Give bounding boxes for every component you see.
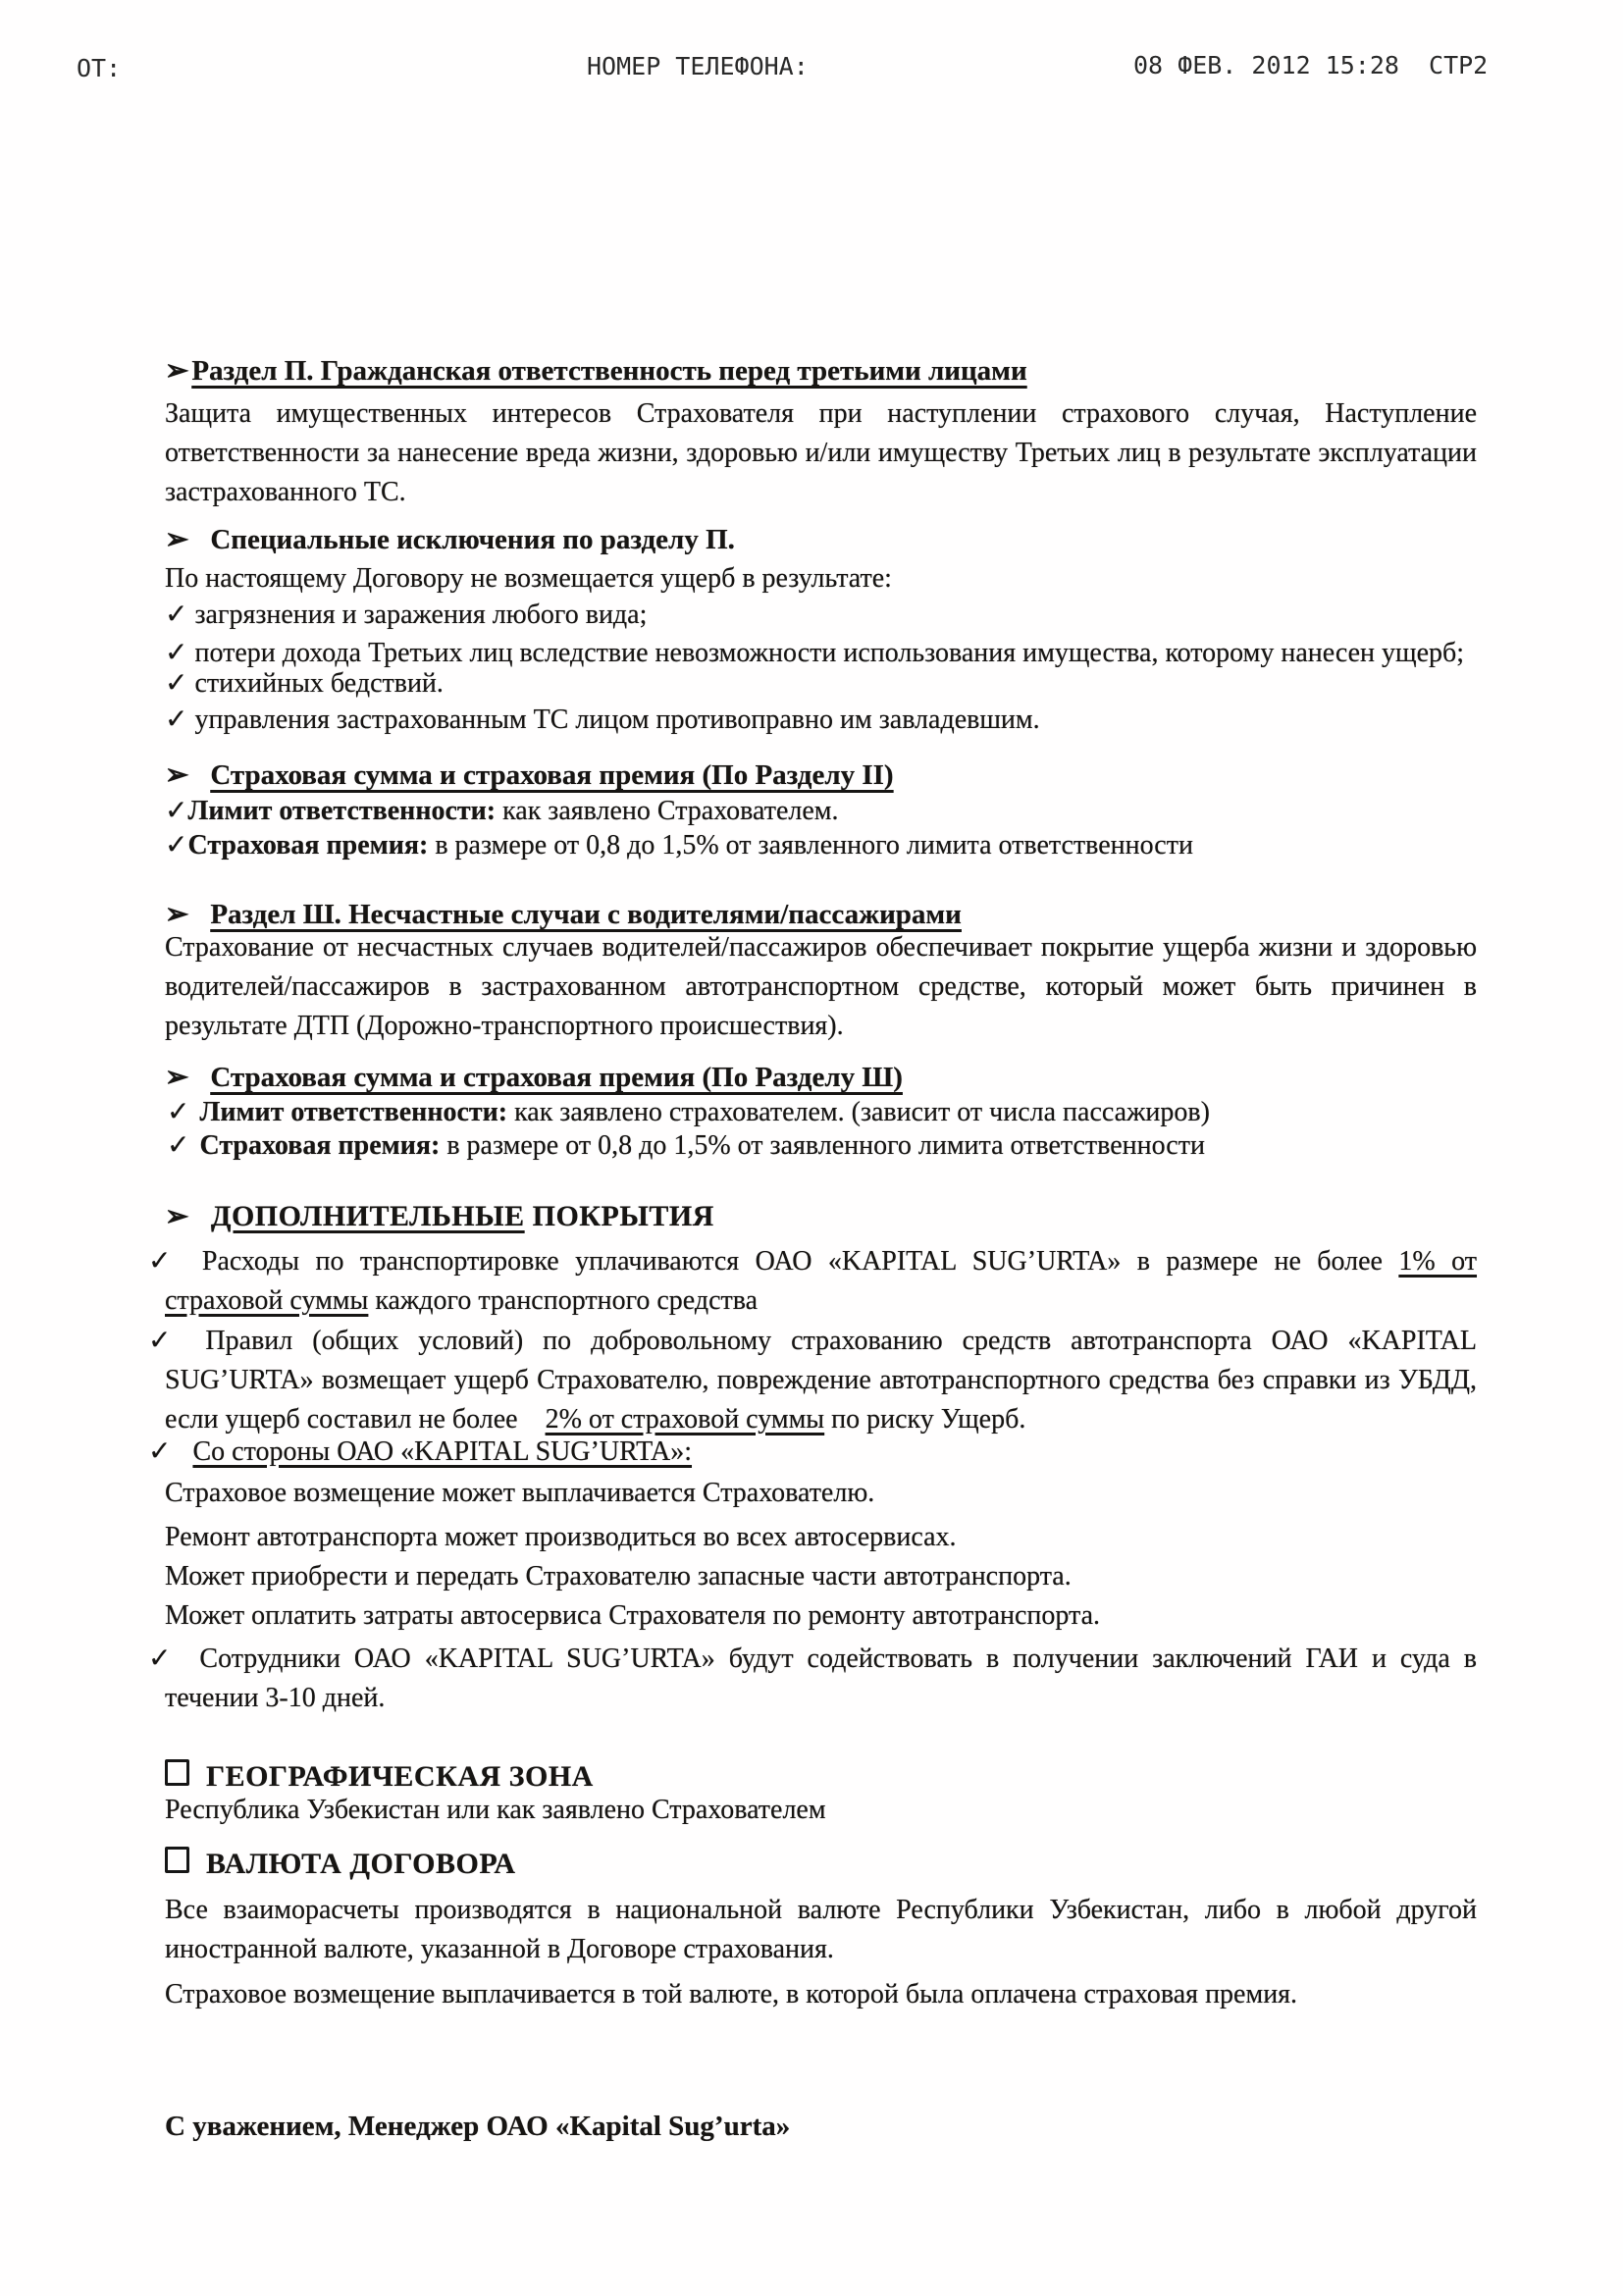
fax-from-label: ОТ:	[77, 54, 122, 82]
from-company-line: Может оплатить затраты автосервиса Страхователя по ремонту автотранспорта.	[165, 1600, 1101, 1631]
arrow-bullet-icon: ➢	[165, 899, 189, 930]
signature-line: С уважением, Менеджер ОАО «Kapital Sug’urta»	[165, 2111, 791, 2142]
section-heading-liability	[165, 351, 1477, 391]
document-body	[148, 351, 1478, 2146]
arrow-bullet-icon: ➢	[165, 1062, 189, 1093]
transport-costs-item: ✓ Расходы по транспортировке уплачиваются ОАО «KAPITAL SUG’URTA» в размере не более 1% от страховой суммы каждого транспортного средства	[148, 1244, 1478, 1316]
section-heading-special-exclusions	[165, 520, 1477, 559]
heading-text: ГЕОГРАФИЧЕСКАЯ ЗОНА	[206, 1760, 594, 1793]
currency-paragraph: Все взаиморасчеты производятся в национальной валюте Республики Узбекистан, либо в любой другой иностранной валюте, указанной в Договоре страхования.	[165, 1895, 1477, 1964]
section-heading-additional-coverages: ➢ ДОПОЛНИТЕЛЬНЫЕ ПОКРЫТИЯ	[165, 1197, 1477, 1236]
check-icon: ✓	[165, 666, 188, 699]
fax-datetime-page: 08 ФЕВ. 2012 15:28 СТР2	[1133, 51, 1489, 79]
section-heading-sum-premium-3	[165, 1058, 1477, 1097]
arrow-bullet-icon: ➢	[165, 1201, 189, 1232]
heading-text: Раздел П. Гражданская ответственность перед третьими лицами	[191, 355, 1027, 387]
arrow-bullet-icon: ➢	[165, 759, 189, 791]
arrow-bullet-icon: ➢	[165, 355, 189, 387]
section-heading-sum-premium-2	[165, 756, 1477, 795]
check-icon: ✓	[165, 636, 188, 668]
exclusion-item: ✓ загрязнения и заражения любого вида;	[165, 598, 648, 630]
premium-line: ✓ Страховая премия: в размере от 0,8 до 1,5% от заявленного лимита ответственности	[167, 1128, 1205, 1161]
check-icon: ✓	[148, 1244, 181, 1277]
heading-text: Страховая сумма и страховая премия (По Разделу II)	[210, 759, 894, 791]
fax-phone-label: НОМЕР ТЕЛЕФОНА:	[587, 52, 809, 80]
staff-note-item: ✓ Сотрудники ОАО «KAPITAL SUG’URTA» будут содействовать в получении заключений ГАИ и суда в течении 3-10 дней.	[148, 1642, 1477, 1713]
from-company-line: Может приобрести и передать Страхователю запасные части автотранспорта.	[165, 1561, 1072, 1592]
from-company-line: Страховое возмещение может выплачивается Страхователю.	[165, 1478, 875, 1508]
limit-line: ✓Лимит ответственности: как заявлено Страхователем.	[165, 794, 839, 826]
heading-text: Раздел Ш. Несчастные случаи с водителями/пассажирами	[210, 899, 962, 930]
check-icon: ✓	[148, 1642, 179, 1674]
rules-item: ✓ Правил (общих условий) по добровольному страхованию средств автотранспорта ОАО «KAPITAL SUG’URTA» возмещает ущерб Страхователю, повреждение автотранспортного средства без справки из УБДД, если ущерб составил не более 2% от страховой суммы по риску Ущерб.	[148, 1324, 1477, 1435]
check-icon: ✓	[148, 1435, 172, 1467]
exclusions-intro: По настоящему Договору не возмещается ущерб в результате:	[165, 563, 892, 594]
from-company-line: Ремонт автотранспорта может производиться во всех автосервисах.	[165, 1522, 957, 1552]
section-heading-currency	[165, 1845, 1477, 1884]
accidents-paragraph: Страхование от несчастных случаев водителей/пассажиров обеспечивает покрытие ущерба жизни и здоровью водителей/пассажиров в застрахованном автотранспортном средстве, который может быть причинен в результате ДТП (Дорожно-транспортного происшествия).	[165, 932, 1477, 1041]
currency-paragraph: Страховое возмещение выплачивается в той валюте, в которой была оплачена страховая премия.	[165, 1979, 1298, 2009]
check-icon: ✓	[165, 828, 188, 861]
exclusion-item: ✓ стихийных бедствий.	[165, 666, 444, 699]
check-icon: ✓	[167, 1095, 190, 1127]
square-bullet-icon	[165, 1847, 189, 1873]
premium-line: ✓Страховая премия: в размере от 0,8 до 1,5% от заявленного лимита ответственности	[165, 828, 1193, 861]
heading-text: Специальные исключения по разделу П.	[210, 524, 735, 555]
liability-paragraph: Защита имущественных интересов Страхователя при наступлении страхового случая, Наступление ответственности за нанесение вреда жизни, здоровью и/или имуществу Третьих лиц в результате эксплуатации застрахованного ТС.	[165, 398, 1477, 507]
check-icon: ✓	[148, 1324, 184, 1356]
check-icon: ✓	[165, 794, 188, 826]
from-company-title: ✓ Со стороны ОАО «KAPITAL SUG’URTA»:	[148, 1435, 693, 1467]
arrow-bullet-icon: ➢	[165, 524, 189, 555]
heading-text: Страховая сумма и страховая премия (По Разделу Ш)	[210, 1062, 903, 1093]
check-icon: ✓	[167, 1128, 190, 1161]
exclusion-item: ✓ управления застрахованным ТС лицом противоправно им завладевшим.	[165, 703, 1040, 735]
check-icon: ✓	[165, 598, 188, 630]
heading-text: ВАЛЮТА ДОГОВОРА	[206, 1848, 516, 1880]
heading-text: ДОПОЛНИТЕЛЬНЫЕ	[210, 1200, 525, 1232]
limit-line: ✓ Лимит ответственности: как заявлено страхователем. (зависит от числа пассажиров)	[167, 1095, 1210, 1127]
geo-zone-paragraph: Республика Узбекистан или как заявлено Страхователем	[165, 1795, 826, 1825]
check-icon: ✓	[165, 703, 188, 735]
square-bullet-icon	[165, 1759, 189, 1786]
exclusion-item: ✓ потери дохода Третьих лиц вследствие невозможности использования имущества, которому нанесен ущерб;	[165, 636, 1465, 668]
